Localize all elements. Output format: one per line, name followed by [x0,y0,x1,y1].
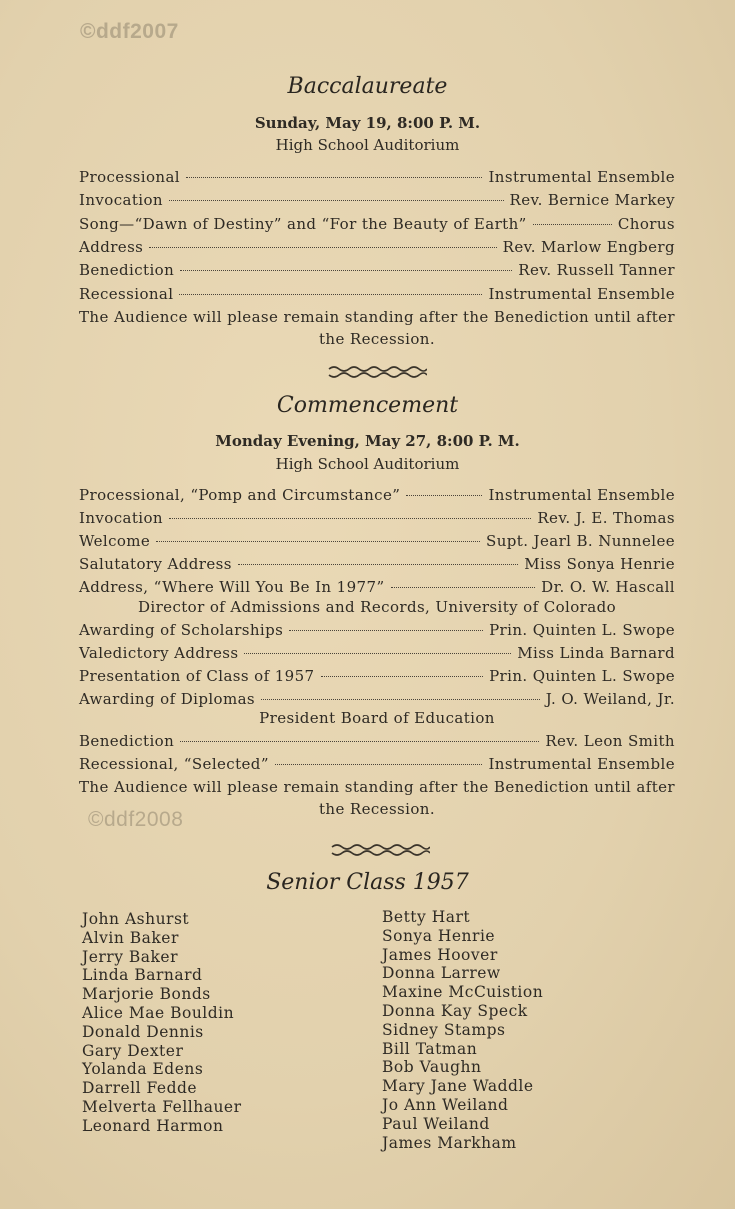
senior-name: Jo Ann Weiland [382,1095,509,1114]
senior-name: Linda Barnard [82,966,203,985]
program-item: Benediction [79,732,175,751]
dot-leader [238,564,518,565]
program-item: Address [79,237,144,256]
program-participant: Supt. Jearl B. Nunnelee [486,532,675,551]
commencement-place: High School Auditorium [275,455,460,473]
senior-name: Betty Hart [382,908,471,926]
program-row [79,509,675,527]
program-participant: Instrumental Ensemble [488,486,675,504]
divider-ornament [330,843,430,857]
dot-leader [169,518,531,519]
senior-name: Paul Weiland [382,1114,490,1133]
dot-leader [261,699,540,700]
program-participant: Miss Linda Barnard [517,643,675,662]
senior-name: Yolanda Edens [82,1060,204,1079]
program-item: Processional, “Pomp and Circumstance” [79,486,401,504]
senior-name: Alice Mae Bouldin [82,1003,235,1022]
program-participant: Rev. Leon Smith [545,732,675,751]
program-row [79,261,675,279]
program-participant: Rev. Marlow Engberg [502,237,675,256]
program-participant: Instrumental Ensemble [488,755,675,774]
baccalaureate-date: Sunday, May 19, 8:00 P. M. [254,114,481,132]
program-participant: Rev. Bernice Markey [509,191,675,210]
senior-name: Mary Jane Waddle [382,1077,534,1096]
program-participant: Instrumental Ensemble [488,168,675,186]
program-item: Song—“Dawn of Destiny” and “For the Beauty of Earth” [79,214,527,233]
senior-class-title: Senior Class 1957 [266,870,469,895]
program-participant: Chorus [617,214,675,233]
senior-names-right [382,908,543,1152]
program-participant: Instrumental Ensemble [488,284,675,303]
program-subtitle: Director of Admissions and Records, University of Colorado [137,597,617,616]
dot-leader [179,294,482,295]
program-row [79,644,675,662]
dot-leader [406,495,482,496]
program-item: Address, “Where Will You Be In 1977” [79,578,385,597]
senior-name: Bill Tatman [382,1039,478,1058]
program-item: Awarding of Scholarships [79,620,284,639]
senior-name: Donna Larrew [382,964,501,983]
program-row [79,191,675,209]
dot-leader [244,653,511,654]
senior-name: Donald Dennis [82,1022,204,1041]
senior-name: James Hoover [382,945,498,964]
dot-leader [186,177,482,178]
program-participant: Miss Sonya Henrie [524,555,675,574]
senior-names-left [82,910,242,1136]
senior-name: Leonard Harmon [82,1116,224,1135]
program-item: Valedictory Address [79,643,239,662]
senior-name: Melverta Fellhauer [82,1097,242,1116]
program-item: Processional [79,168,180,186]
senior-name: Jerry Baker [82,947,178,966]
program-row [79,215,675,233]
program-item: Welcome [79,532,151,551]
program-item: Invocation [79,509,163,528]
program-subtitle: President Board of Education [259,709,495,727]
program-participant: Prin. Quinten L. Swope [489,666,675,685]
baccalaureate-title: Baccalaureate [287,74,448,99]
dot-leader [391,587,536,588]
program-row [79,690,675,708]
watermark-middle: ©ddf2008 [88,808,184,831]
dot-leader [149,247,496,248]
program-participant: Rev. J. E. Thomas [537,509,675,528]
program-row [79,555,675,573]
program-item: Benediction [79,261,175,280]
dot-leader [156,541,480,542]
program-item: Invocation [79,191,163,210]
program-note: The Audience will please remain standing after the Benediction until after the Recession. [79,307,675,348]
program-row [79,755,675,773]
program-row [79,621,675,639]
program-item: Recessional [79,284,174,303]
program-participant: Dr. O. W. Hascall [541,578,675,597]
program-row [79,532,675,550]
divider-ornament [327,365,427,379]
dot-leader [321,676,484,677]
senior-name: Donna Kay Speck [382,1001,528,1020]
senior-name: John Ashurst [82,910,190,928]
senior-name: Sonya Henrie [382,926,496,945]
dot-leader [169,200,504,201]
senior-name: Sidney Stamps [382,1020,506,1039]
program-row [79,285,675,303]
senior-name: Darrell Fedde [82,1079,198,1098]
senior-name: Alvin Baker [82,928,179,947]
senior-name: Bob Vaughn [382,1058,482,1077]
program-note: The Audience will please remain standing after the Benediction until after the Recession. [79,778,675,819]
program-participant: Rev. Russell Tanner [518,261,675,280]
program-item: Recessional, “Selected” [79,755,269,774]
dot-leader [533,224,612,225]
program-item: Awarding of Diplomas [79,689,256,708]
dot-leader [180,270,512,271]
senior-name: Gary Dexter [82,1041,184,1060]
program-row [79,168,675,186]
program-row [79,578,675,596]
commencement-title: Commencement [276,393,459,418]
senior-name: Maxine McCuistion [382,983,544,1002]
program-item: Salutatory Address [79,555,232,574]
program-item: Presentation of Class of 1957 [79,666,315,685]
senior-name: Marjorie Bonds [82,985,211,1004]
senior-name: James Markham [382,1133,517,1152]
program-participant: J. O. Weiland, Jr. [545,689,675,708]
program-row [79,732,675,750]
program-row [79,238,675,256]
baccalaureate-place: High School Auditorium [275,136,460,154]
program-row [79,667,675,685]
program-participant: Prin. Quinten L. Swope [489,620,675,639]
dot-leader [275,764,483,765]
dot-leader [289,630,483,631]
program-row [79,486,675,504]
watermark-top: ©ddf2007 [80,20,179,43]
commencement-date: Monday Evening, May 27, 8:00 P. M. [215,432,520,450]
dot-leader [180,741,539,742]
